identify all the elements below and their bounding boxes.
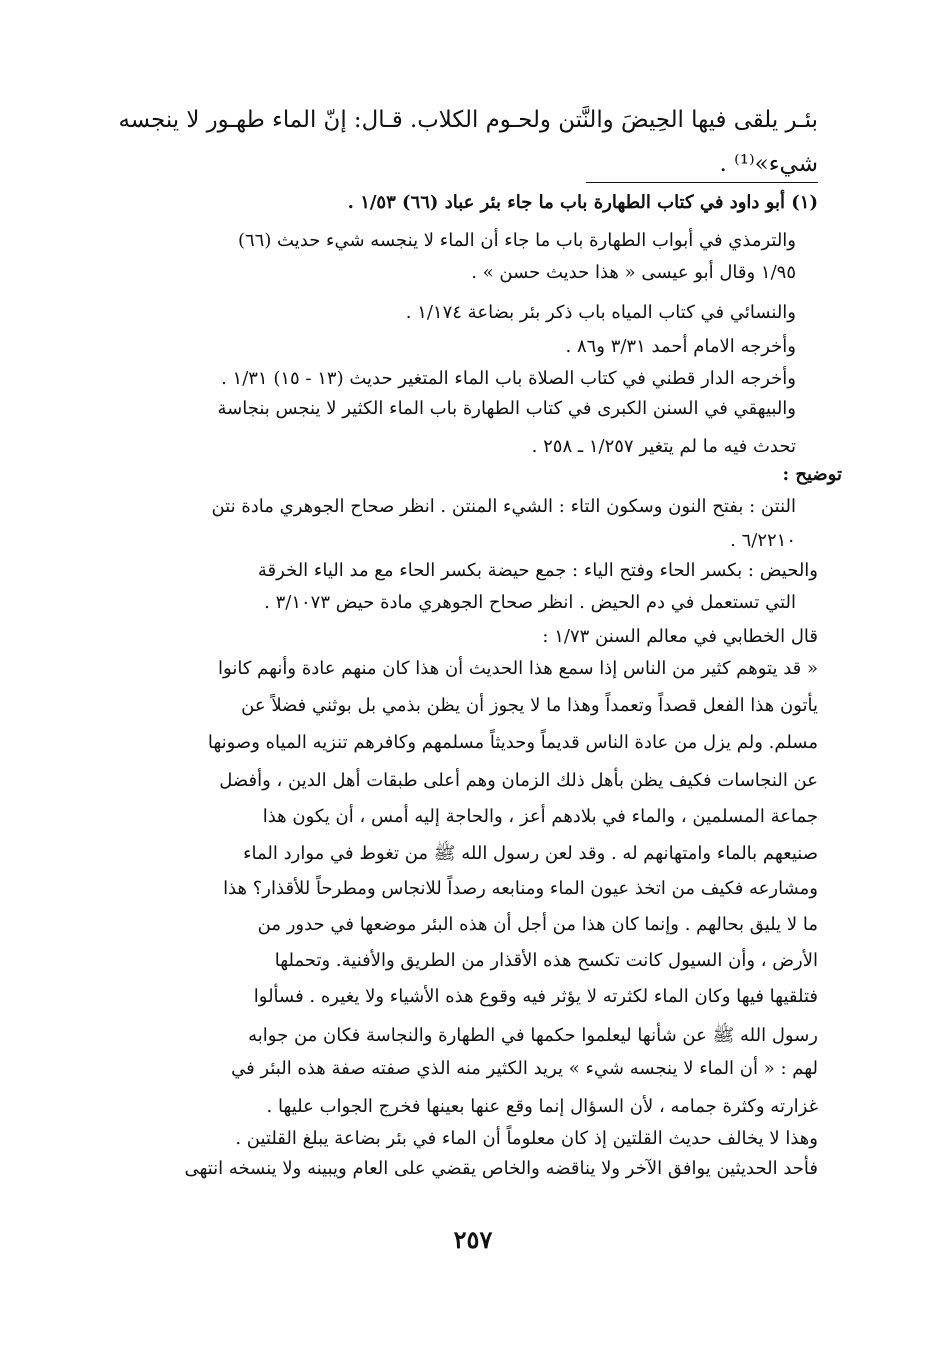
footnote-line: (١) أبو داود في كتاب الطهارة باب ما جاء بئر عباد (٦٦) ١/٥٣ .: [347, 192, 818, 213]
footnote-line: قال الخطابي في معالم السنن ١/٧٣ :: [542, 626, 818, 647]
quote-line: فأحد الحديثين يوافق الآخر ولا يناقضه والخاص يقضي على العام ويبينه ولا ينسخه انتهى: [184, 1158, 818, 1179]
quote-line: ما لا يليق بحالهم . وإنما كان هذا من أجل أن هذه البئر موضعها في حدور من: [257, 914, 818, 935]
footnote-line: وأخرجه الامام أحمد ٣/٣١ و٨٦ .: [565, 336, 796, 357]
footnote-line: والنسائي في كتاب المياه باب ذكر بئر بضاعة ١/١٧٤ .: [405, 302, 796, 323]
main-text-line: بئـر يلقى فيها الحِيضَ والنَّتن ولحـوم الكلاب. قـال: إنّ الماء طهـور لا ينجسه: [118, 107, 818, 133]
footnote-line: ١/٩٥ وقال أبو عيسى « هذا حديث حسن » .: [471, 262, 796, 283]
quote-line: « قد يتوهم كثير من الناس إذا سمع هذا الحديث أن هذا كان منهم عادة وأنهم كانوا: [218, 658, 818, 679]
main-body-text: [118, 98, 818, 186]
page-number: ٢٥٧: [453, 1225, 493, 1254]
quote-line: الأرض ، وأن السيول كانت تكسح هذه الأقذار من الطريق والأفنية. وتحملها: [274, 950, 818, 971]
quote-line: وهذا لا يخالف حديث القلتين إذ كان معلوماً أن الماء في بئر بضاعة يبلغ القلتين .: [235, 1128, 818, 1149]
quote-line: لهم : « أن الماء لا ينجسه شيء » يريد الكثير منه الذي صفته صفة هذه البئر في: [231, 1058, 818, 1079]
footnote-line: ٦/٢٢١٠ .: [730, 530, 796, 551]
quote-line: ومشارعه فكيف من اتخذ عيون الماء ومنابعه رصداً للانجاس ومطرحاً للأقذار؟ هذا: [223, 878, 818, 899]
footnote-line: تحدث فيه ما لم يتغير ١/٢٥٧ ـ ٢٥٨ .: [531, 436, 796, 457]
quote-line: جماعة المسلمين ، والماء في بلادهم أعز ، والحاجة إليه أمس ، أن يكون هذا: [262, 806, 818, 827]
footnote-line: والبيهقي في السنن الكبرى في كتاب الطهارة باب الماء الكثير لا ينجس بنجاسة: [217, 398, 796, 419]
main-text-line: شيء»⁽¹⁾ .: [719, 151, 818, 177]
footnote-separator: [586, 182, 818, 183]
quote-line: عن النجاسات فكيف يظن بأهل ذلك الزمان وهم أعلى طبقات أهل الدين ، وأفضل: [219, 770, 818, 791]
quote-line: صنيعهم بالماء وامتهانهم له . وقد لعن رسول الله ﷺ من تغوط في موارد الماء: [243, 843, 818, 864]
section-heading: توضيح :: [782, 464, 842, 485]
footnote-line: والترمذي في أبواب الطهارة باب ما جاء أن الماء لا ينجسه شيء حديث (٦٦): [237, 230, 796, 251]
quote-line: فتلقيها فيها وكان الماء لكثرته لا يؤثر فيه وقوع هذه الأشياء ولا يغيره . فسألوا: [253, 986, 818, 1007]
quote-line: مسلم. ولم يزل من عادة الناس قديماً وحديثاً مسلمهم وكافرهم تنزيه المياه وصونها: [207, 732, 818, 753]
footnote-line: التي تستعمل في دم الحيض . انظر صحاح الجوهري مادة حيض ٣/١٠٧٣ .: [264, 592, 796, 613]
footnote-line: النتن : بفتح النون وسكون التاء : الشيء المنتن . انظر صحاح الجوهري مادة نتن: [211, 496, 796, 517]
footnote-line: والحيض : بكسر الحاء وفتح الياء : جمع حيضة بكسر الحاء مع مد الياء الخرقة: [257, 560, 818, 581]
quote-line: رسول الله ﷺ عن شأنها ليعلموا حكمها في الطهارة والنجاسة فكان من جوابه: [248, 1025, 818, 1046]
quote-line: يأتون هذا الفعل قصداً وتعمداً وهذا ما لا يجوز أن يظن بذمي بل بوثني فضلاً عن: [241, 695, 818, 716]
footnote-line: وأخرجه الدار قطني في كتاب الصلاة باب الماء المتغير حديث (١٣ - ١٥) ١/٣١ .: [221, 368, 796, 389]
quote-line: غزارته وكثرة جمامه ، لأن السؤال إنما وقع عنها بعينها فخرج الجواب عليها .: [266, 1096, 818, 1117]
